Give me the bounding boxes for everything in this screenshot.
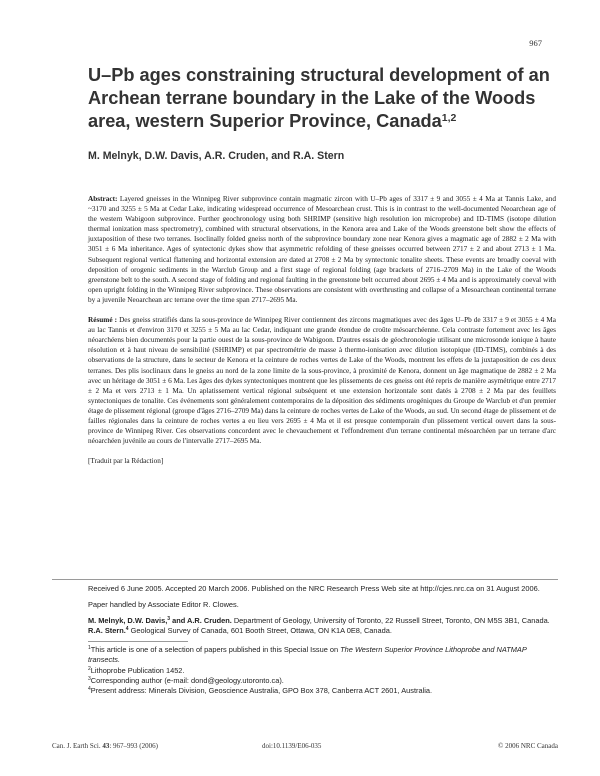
article-title <box>88 64 558 133</box>
resume-label: Résumé : <box>88 316 118 325</box>
footnote-1-sup: 1 <box>88 645 91 652</box>
footnote-2 <box>88 666 556 676</box>
abstract-text: Layered gneisses in the Winnipeg River subprovince contain magmatic zircon with U–Pb ages of 3317 ± 9 and 3055 ± 4 Ma at Tannis Lake, and ~3170 and 3255 ± 5 Ma at Cedar Lake, indicating widespread occurrence of Mesoarchean crust. This is in contrast to the well-documented Neoarchean age of the western Wabigoon subprovince. Further geochronology using both SHRIMP (sensitive high resolution ion microprobe) and ID-TIMS (isotope dilution thermal ionization mass spectrometry), combined with structural observations, in the Kenora area and Lake of the Woods greenstone belt show the effects of juxtaposition of these two terranes. Isoclinally folded gneiss north of the subprovince boundary zone near Kenora gives a magmatic age of 2882 ± 2 Ma with 3051 ± 6 Ma inheritance. Ages of syntectonic dykes show that asymmetric refolding of these gneisses occurred between 2717 ± 2 and about 2713 ± 1 Ma. Subsequent regional vertical flattening and horizontal extension are dated at 2708 ± 2 Ma by syntectonic tonalite sheets. These events are broadly coeval with deposition of orogenic sediments in the Warclub Group and a first stage of regional folding (age brackets of 2716–2709 Ma) in the Lake of the Woods greenstone belt to the south. A second stage of folding and regional faulting in the greenstone belt occurred about 2695 ± 4 Ma and is approximately coeval with open upright folding in the Winnipeg River subprovince. These observations are consistent with overthrusting and collapse of a Mesoarchean continental terrane by a juvenile Neoarchean arc terrane over the time span 2717–2695 Ma. <box>88 195 556 304</box>
affiliation-toronto <box>88 616 556 626</box>
journal-volume: 43 <box>102 742 110 750</box>
footnote-2-text: Lithoprobe Publication 1452. <box>90 665 185 675</box>
front-matter-divider <box>52 579 558 580</box>
footnote-1-italic: The Western Superior Province Lithoprobe and NATMAP transects. <box>88 645 527 665</box>
doi: doi:10.1139/E06-035 <box>262 742 322 750</box>
abstract-french <box>88 315 556 446</box>
footnote-3-text: Corresponding author (e-mail: dond@geology.utoronto.ca). <box>90 675 284 685</box>
abstract-english <box>88 194 556 305</box>
front-matter <box>88 584 556 696</box>
affiliation-toronto-text: Department of Geology, University of Toronto, 22 Russell Street, Toronto, ON M5S 3B1, Canada. <box>231 616 550 626</box>
footnote-1-text: This article is one of a selection of papers published in this Special Issue on <box>90 645 341 655</box>
journal-name: Can. J. Earth Sci. <box>52 742 101 750</box>
affiliation-toronto-and: and A.R. Cruden. <box>170 616 232 626</box>
footnote-1 <box>88 645 556 665</box>
footnote-3 <box>88 676 556 686</box>
translation-note: [Traduit par la Rédaction] <box>88 457 164 466</box>
affiliation-gsc <box>88 626 556 636</box>
affiliation-gsc-sup: 4 <box>125 626 129 633</box>
footnote-4-sup: 4 <box>88 685 91 692</box>
title-footnote-marker: 1,2 <box>441 112 457 124</box>
footnote-divider <box>88 641 188 642</box>
journal-citation <box>52 742 158 750</box>
footnote-3-sup: 3 <box>88 675 91 682</box>
page-number: 967 <box>529 38 542 48</box>
copyright: © 2006 NRC Canada <box>498 742 558 750</box>
title-text: U–Pb ages constraining structural development of an Archean terrane boundary in the Lake of the Woods area, western Superior Province, Canada <box>88 65 550 131</box>
received-dates: Received 6 June 2005. Accepted 20 March 2006. Published on the NRC Research Press Web site at http://cjes.nrc.ca on 31 August 2006. <box>88 584 540 593</box>
author-list: M. Melnyk, D.W. Davis, A.R. Cruden, and R.A. Stern <box>88 150 345 162</box>
resume-text: Des gneiss stratifiés dans la sous-province de Winnipeg River contiennent des zircons magmatiques avec des âges U–Pb de 3317 ± 9 et 3055 ± 4 Ma au lac Tannis et d'environ 3170 et 3255 ± 5 Ma au lac Cedar, indiquant une grande étendue de croûte mésoarchéenne. Cela contraste fortement avec les âges néoarchéens bien documentés pour la partie ouest de la sous-province de Wabigoon. D'autres essais de géochronologie utilisant une microsonde ionique à haute résolution et à haut niveau de sensibilité (SHRIMP) et par spectrométrie de masse à thermo-ionisation avec dilution isotopique (ID-TIMS), combinés à des observations de la structure, dans le secteur de Kenora et la ceinture de roches vertes de Lake of the Woods, montrent les effets de la juxtaposition de ces deux terranes. Des plis isoclinaux dans le gneiss au nord de la zone limite de la sous-province, à proximité de Kenora, donnent un âge magmatique de 2882 ± 2 Ma avec un héritage de 3051 ± 6 Ma. Les âges des dykes syntectoniques montrent que les plissements de ces gneiss ont été repris de manière asymétrique entre 2717 ± 2 Ma et vers 2713 ± 1 Ma. Un aplatissement vertical régional subséquent et une extension horizontale sont datés à 2708 ± 2 Ma par des feuillets syntectoniques de tonalite. Ces événements sont généralement contemporains de la déposition des sédiments orogéniques du Groupe de Warclub et d'un premier étage de plissement régional (groupe d'âges 2716–2709 Ma) dans la ceinture de roches vertes de Lake of the Woods, au sud. Un second étage de plissement et de failles régionales dans la ceinture de roches vertes a eu lieu vers 2695 ± 4 Ma et il est presque contemporain d'un plissement vertical ouvert dans la sous-province de Winnipeg River. Ces observations concordent avec le chevauchement et l'effondrement d'un terrane continental mésoarchéen par un terrane d'arc néoarchéen juvénile au cours de l'intervalle 2717–2695 Ma. <box>88 316 557 446</box>
affiliation-gsc-text: Geological Survey of Canada, 601 Booth Street, Ottawa, ON K1A 0E8, Canada. <box>128 626 392 636</box>
affiliation-toronto-names: M. Melnyk, D.W. Davis, <box>88 616 168 626</box>
handling-editor: Paper handled by Associate Editor R. Clowes. <box>88 600 239 610</box>
footnote-2-sup: 2 <box>88 665 91 672</box>
abstract-section <box>88 194 556 466</box>
journal-pages: : 967–993 (2006) <box>109 742 158 750</box>
affiliation-gsc-name: R.A. Stern. <box>88 626 126 636</box>
footnote-4 <box>88 686 556 696</box>
abstract-label: Abstract: <box>88 195 118 203</box>
footnote-4-text: Present address: Minerals Division, Geoscience Australia, GPO Box 378, Canberra ACT 2601, Australia. <box>90 685 433 695</box>
affiliation-toronto-sup: 3 <box>167 616 171 623</box>
